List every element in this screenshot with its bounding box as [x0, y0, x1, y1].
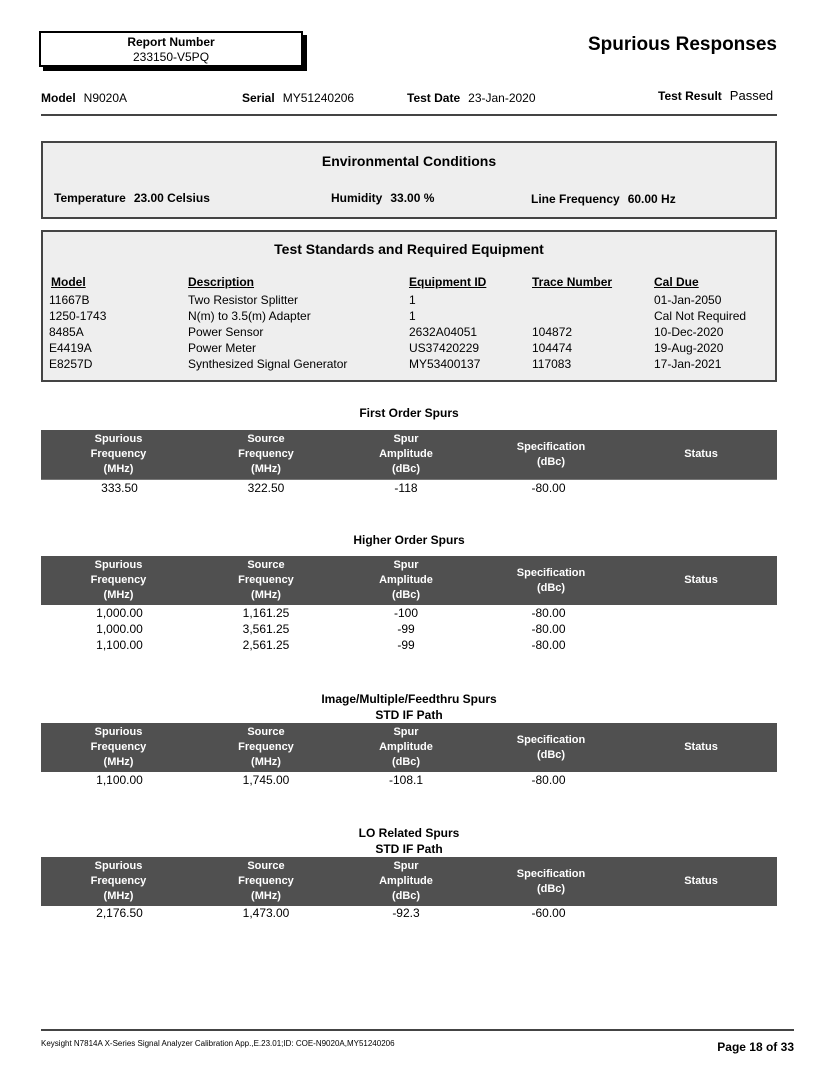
- page-number: Page 18 of 33: [717, 1040, 794, 1054]
- higher-order-title: Higher Order Spurs: [353, 533, 465, 547]
- equipment-cell: 11667B: [49, 293, 90, 307]
- table-cell: -99: [397, 638, 415, 652]
- equipment-cell: 2632A04051: [409, 325, 478, 339]
- equipment-cell: 1: [409, 293, 416, 307]
- table-row: [41, 481, 777, 497]
- equipment-cell: US37420229: [409, 341, 480, 355]
- table-cell: -108.1: [388, 773, 424, 787]
- table-cell: 2,561.25: [242, 638, 290, 652]
- humidity: [331, 191, 442, 205]
- equipment-cell: 10-Dec-2020: [654, 325, 724, 339]
- equipment-cell: 17-Jan-2021: [654, 357, 722, 371]
- equipment-cell: E8257D: [49, 357, 93, 371]
- lo-related-subtitle: STD IF Path: [375, 842, 443, 856]
- table-cell: -100: [393, 606, 419, 620]
- col-specification: Specification (dBc): [516, 867, 586, 895]
- report-number-label: Report Number: [127, 35, 215, 49]
- test-result-value: Passed: [729, 88, 774, 103]
- test-result-label: Test Result: [658, 89, 722, 103]
- temperature-label: Temperature: [54, 191, 126, 205]
- equipment-cell: N(m) to 3.5(m) Adapter: [188, 309, 311, 323]
- environment-panel: [41, 141, 777, 219]
- model-value: N9020A: [83, 91, 128, 105]
- meta-test-result: [658, 88, 773, 103]
- col-specification: Specification (dBc): [516, 733, 586, 761]
- equipment-cell: Synthesized Signal Generator: [188, 357, 348, 371]
- image-multiple-subtitle: STD IF Path: [375, 708, 443, 722]
- test-date-label: Test Date: [407, 91, 461, 105]
- table-cell: -99: [397, 622, 415, 636]
- equipment-cell: 01-Jan-2050: [654, 293, 722, 307]
- table-cell: 2,176.50: [96, 906, 143, 920]
- first-order-table-header: [41, 430, 777, 479]
- meta-test-date: [407, 91, 536, 105]
- table-cell: -92.3: [392, 906, 420, 920]
- table-cell: -80.00: [531, 638, 566, 652]
- equipment-cell: 117083: [532, 357, 572, 371]
- col-status: Status: [684, 741, 718, 753]
- table-cell: 1,100.00: [96, 638, 143, 652]
- model-label: Model: [41, 91, 76, 105]
- report-number-box: [39, 31, 303, 67]
- header-divider: [41, 114, 777, 116]
- line-frequency-label: Line Frequency: [531, 192, 620, 206]
- meta-serial: [242, 91, 354, 105]
- equipment-cell: 19-Aug-2020: [654, 341, 724, 355]
- col-spur-amplitude: Spur Amplitude (dBc): [379, 726, 433, 768]
- lo-related-table-header: [41, 857, 777, 906]
- equipment-cell: E4419A: [49, 341, 92, 355]
- equipment-cell: Power Sensor: [188, 325, 264, 339]
- col-status: Status: [684, 875, 718, 887]
- equipment-cell: 8485A: [49, 325, 84, 339]
- col-status: Status: [684, 448, 718, 460]
- page-title: Spurious Responses: [588, 34, 777, 55]
- table-cell: -80.00: [531, 622, 566, 636]
- serial-value: MY51240206: [282, 91, 355, 105]
- table-divider: [41, 479, 777, 480]
- equipment-cell: Two Resistor Splitter: [188, 293, 299, 307]
- line-frequency-value: 60.00 Hz: [627, 192, 676, 206]
- table-cell: 1,745.00: [242, 773, 290, 787]
- table-row: [41, 606, 777, 622]
- equipment-cell: 1250-1743: [49, 309, 107, 323]
- col-spur-amplitude: Spur Amplitude (dBc): [379, 433, 433, 475]
- equipment-cell: Power Meter: [188, 341, 257, 355]
- col-specification: Specification (dBc): [516, 566, 586, 594]
- table-cell: 333.50: [101, 481, 138, 495]
- col-status: Status: [684, 574, 718, 586]
- col-specification: Specification (dBc): [516, 440, 586, 468]
- col-source-frequency: Source Frequency (MHz): [238, 726, 294, 768]
- table-cell: 322.50: [247, 481, 285, 495]
- image-multiple-title: Image/Multiple/Feedthru Spurs: [321, 692, 497, 706]
- table-cell: -80.00: [531, 606, 566, 620]
- col-source-frequency: Source Frequency (MHz): [238, 860, 294, 902]
- table-cell: -80.00: [531, 773, 566, 787]
- serial-label: Serial: [242, 91, 275, 105]
- equipment-title: Test Standards and Required Equipment: [274, 241, 544, 257]
- table-cell: 1,000.00: [96, 622, 143, 636]
- environment-title: Environmental Conditions: [321, 153, 497, 169]
- table-cell: -60.00: [531, 906, 566, 920]
- image-multiple-table-header: [41, 723, 777, 772]
- temperature: [54, 191, 218, 205]
- col-spur-amplitude: Spur Amplitude (dBc): [379, 860, 433, 902]
- col-source-frequency: Source Frequency (MHz): [238, 433, 294, 475]
- equipment-cell: 104474: [532, 341, 573, 355]
- table-cell: 1,161.25: [242, 606, 290, 620]
- first-order-title: First Order Spurs: [359, 406, 459, 420]
- table-cell: -80.00: [531, 481, 566, 495]
- equipment-header-description: Description: [188, 275, 255, 289]
- table-row: [41, 906, 777, 922]
- equipment-header-model: Model: [51, 275, 86, 289]
- humidity-label: Humidity: [331, 191, 383, 205]
- table-cell: -118: [394, 481, 418, 495]
- equipment-panel: [41, 230, 777, 382]
- table-row: [41, 622, 777, 638]
- equipment-cell: 1: [409, 309, 416, 323]
- equipment-cell: MY53400137: [409, 357, 481, 371]
- table-cell: 1,100.00: [96, 773, 143, 787]
- higher-order-table-header: [41, 556, 777, 605]
- table-cell: 1,000.00: [96, 606, 143, 620]
- line-frequency: [531, 192, 684, 206]
- table-cell: 3,561.25: [242, 622, 290, 636]
- temperature-value: 23.00 Celsius: [133, 191, 210, 205]
- test-date-value: 23-Jan-2020: [468, 91, 536, 105]
- humidity-value: 33.00 %: [390, 191, 435, 205]
- col-spurious-frequency: Spurious Frequency (MHz): [90, 559, 147, 601]
- table-cell: 1,473.00: [242, 906, 290, 920]
- equipment-header-trace-number: Trace Number: [532, 275, 613, 289]
- col-spurious-frequency: Spurious Frequency (MHz): [90, 860, 147, 902]
- col-spur-amplitude: Spur Amplitude (dBc): [379, 559, 433, 601]
- equipment-cell: Cal Not Required: [654, 309, 747, 323]
- meta-model: [41, 91, 127, 105]
- col-source-frequency: Source Frequency (MHz): [238, 559, 294, 601]
- footer-divider: [41, 1029, 794, 1031]
- report-number-value: 233150-V5PQ: [132, 50, 210, 64]
- equipment-header-cal-due: Cal Due: [654, 275, 699, 289]
- table-row: [41, 773, 777, 789]
- table-row: [41, 638, 777, 654]
- lo-related-title: LO Related Spurs: [358, 826, 460, 840]
- col-spurious-frequency: Spurious Frequency (MHz): [90, 726, 147, 768]
- equipment-header-equipment-id: Equipment ID: [409, 275, 487, 289]
- col-spurious-frequency: Spurious Frequency (MHz): [90, 433, 147, 475]
- equipment-cell: 104872: [532, 325, 573, 339]
- footer-text: Keysight N7814A X-Series Signal Analyzer Calibration App.,E.23.01;ID: COE-N9020A,MY51240206: [41, 1039, 395, 1048]
